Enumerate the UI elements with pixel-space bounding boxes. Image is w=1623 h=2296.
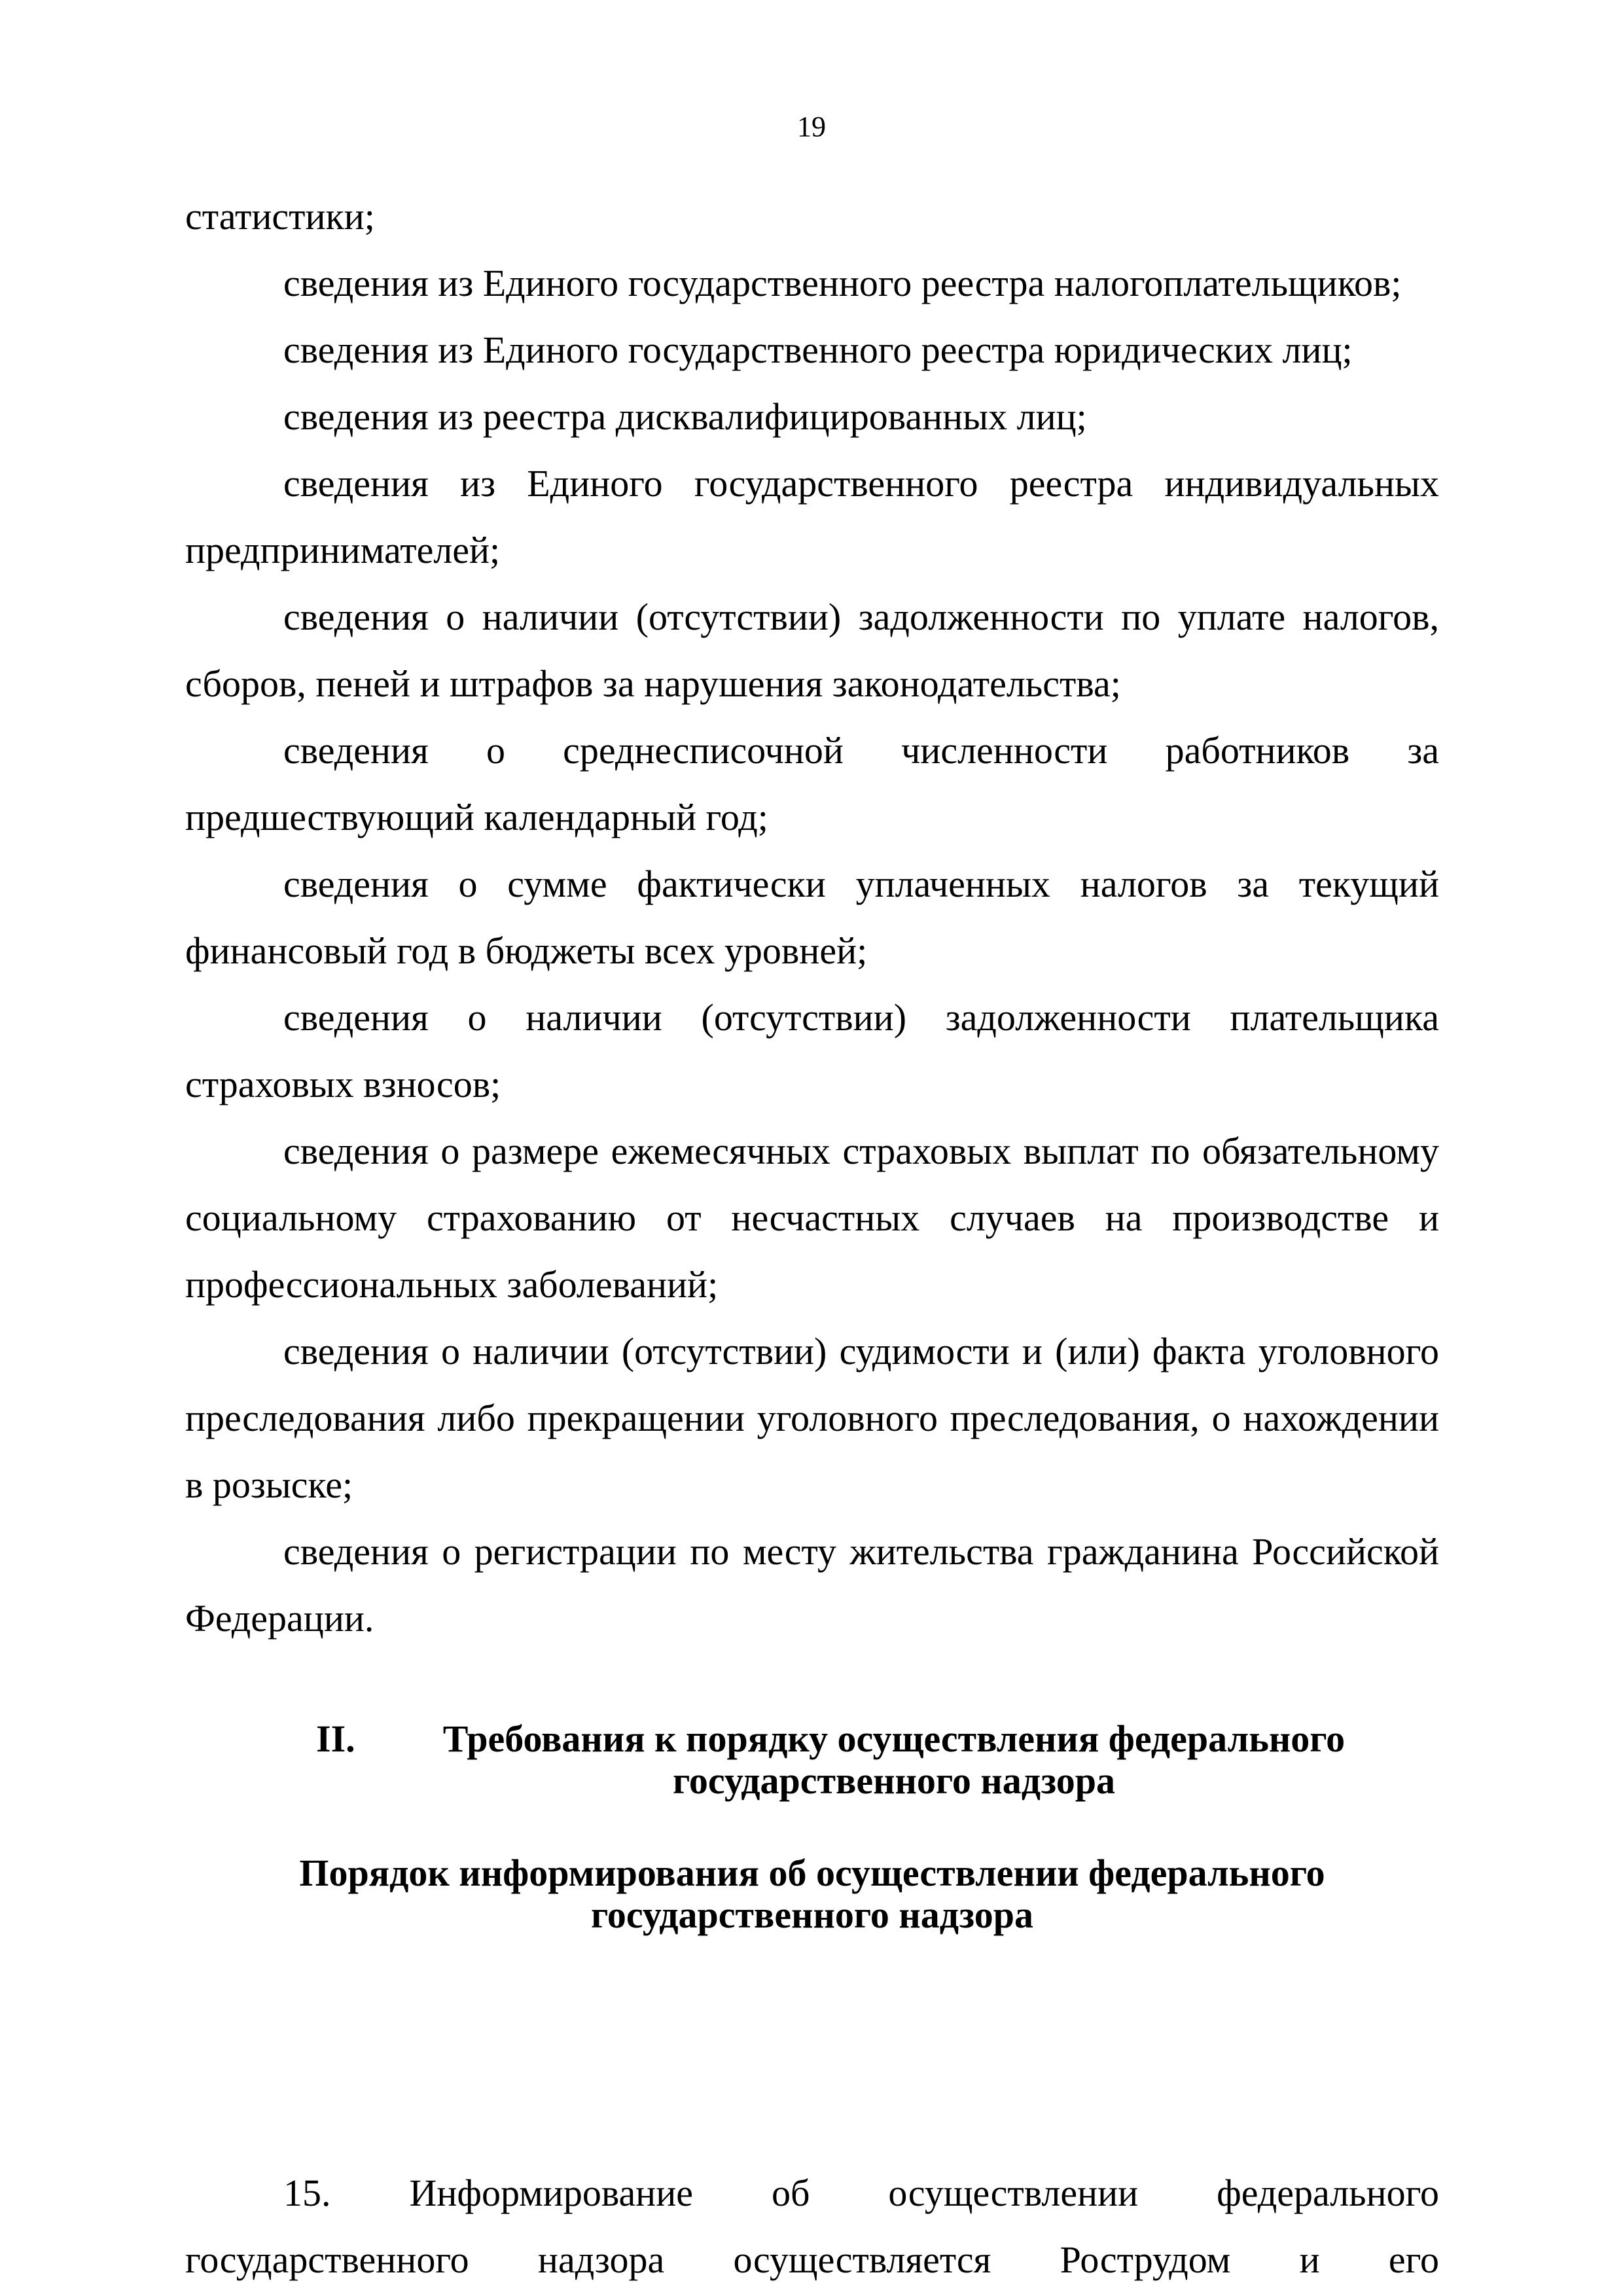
- paragraph-tax-debt: сведения о наличии (отсутствии) задолженности по уплате налогов, сборов, пеней и штрафов за нарушения законодательства;: [185, 596, 1439, 705]
- paragraph-residence-registration: сведения о регистрации по месту жительства гражданина Российской Федерации.: [185, 1530, 1439, 1640]
- paragraph-entrepreneur-registry: сведения из Единого государственного реестра индивидуальных предпринимателей;: [185, 462, 1439, 571]
- section-number: II.: [316, 1717, 355, 1760]
- paragraph-continuation: статистики;: [185, 195, 375, 238]
- paragraph-headcount: сведения о среднесписочной численности работников за предшествующий календарный год;: [185, 729, 1439, 838]
- clause-15: [185, 2160, 1439, 2293]
- paragraph-taxes-paid: сведения о сумме фактически уплаченных налогов за текущий финансовый год в бюджеты всех уровней;: [185, 863, 1439, 972]
- section-heading: [185, 1718, 1439, 1802]
- subsection-heading: Порядок информирования об осуществлении федерального государственного надзора: [299, 1852, 1325, 1936]
- paragraph-legal-entity-registry: сведения из Единого государственного реестра юридических лиц;: [283, 329, 1353, 371]
- page-number: 19: [797, 111, 826, 143]
- paragraph-disqualified-registry: сведения из реестра дисквалифицированных лиц;: [283, 395, 1087, 438]
- section-title: Требования к порядку осуществления федерального государственного надзора: [442, 1717, 1346, 1802]
- paragraph-insurance-debt: сведения о наличии (отсутствии) задолженности плательщика страховых взносов;: [185, 996, 1439, 1105]
- paragraph-criminal-record: сведения о наличии (отсутствии) судимости и (или) факта уголовного преследования либо прекращении уголовного преследования, о нахождении в розыске;: [185, 1330, 1439, 1506]
- document-body: [185, 183, 1439, 1652]
- clause-15-text: 15. Информирование об осуществлении федерального государственного надзора осуществляется Рострудом и его: [185, 2172, 1439, 2281]
- paragraph-taxpayer-registry: сведения из Единого государственного реестра налогоплательщиков;: [283, 262, 1402, 304]
- paragraph-insurance-payments: сведения о размере ежемесячных страховых выплат по обязательному социальному страхованию от несчастных случаев на производстве и профессиональных заболеваний;: [185, 1130, 1439, 1306]
